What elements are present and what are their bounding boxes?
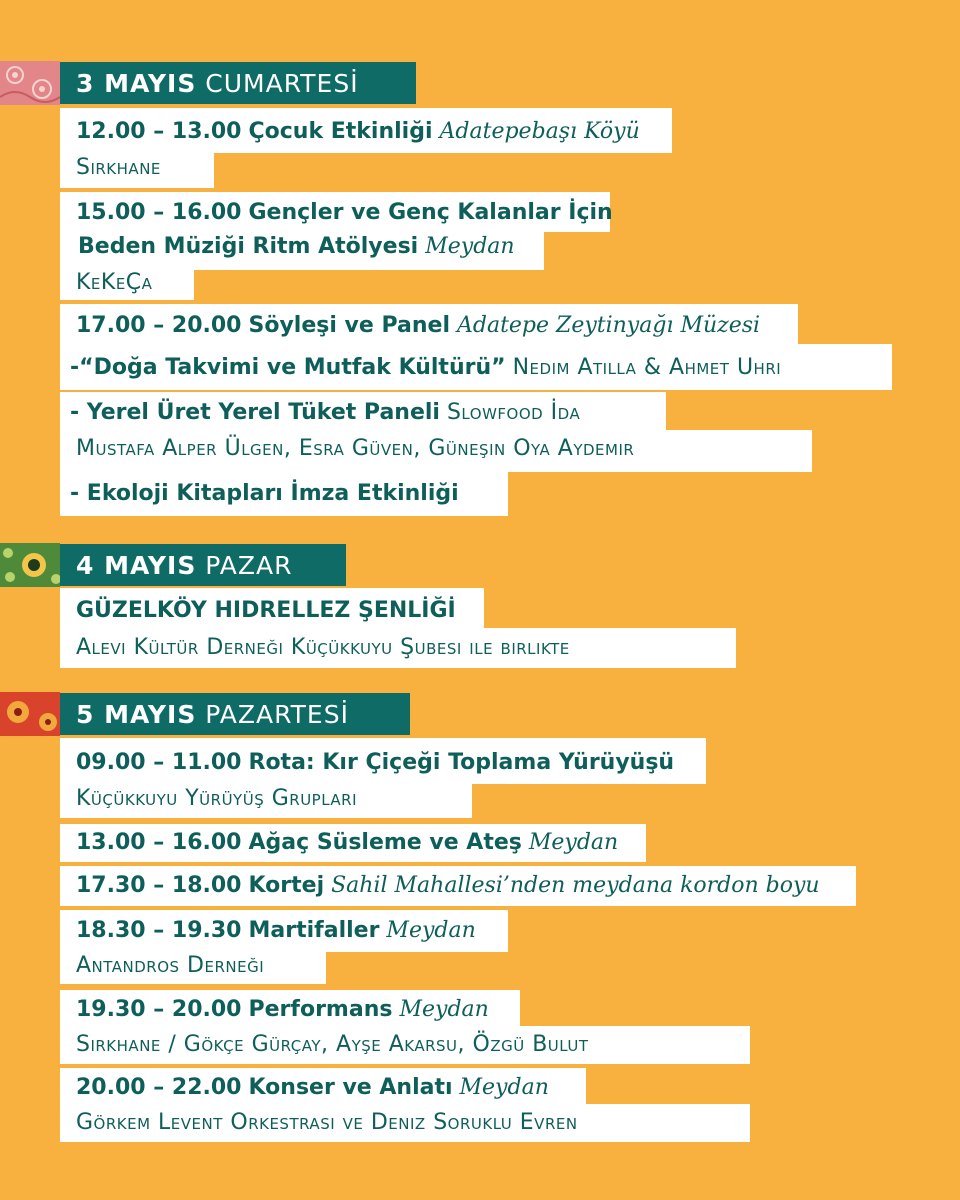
- event-time: 15.00 – 16.00: [76, 200, 242, 225]
- event-subline: [70, 353, 781, 383]
- pattern-swatch-day2: [0, 543, 60, 587]
- event-org: Alevi Kültür Derneği Küçükkuyu Şubesi ile birlikte: [76, 635, 570, 660]
- sub-title: -“Doğa Takvimi ve Mutfak Kültürü”: [70, 355, 506, 380]
- event-place: Meydan: [425, 234, 515, 259]
- sub-org: Nedim Atilla & Ahmet Uhri: [512, 355, 782, 380]
- event-title: Ağaç Süsleme ve Ateş: [248, 830, 522, 855]
- event-title: Rota: Kır Çiçeği Toplama Yürüyüşü: [248, 750, 675, 775]
- event-place: Adatepe Zeytinyağı Müzesi: [456, 313, 761, 338]
- pattern-swatch-day1: [0, 61, 60, 105]
- event-title: Martifaller: [248, 918, 380, 943]
- sub-title: - Ekoloji Kitapları İmza Etkinliği: [70, 481, 459, 506]
- event-line: [76, 871, 820, 901]
- event-time: 12.00 – 13.00: [76, 119, 242, 144]
- pattern-swatch-day3: [0, 692, 60, 736]
- event-time: 18.30 – 19.30: [76, 918, 242, 943]
- day-weekday: CUMARTESİ: [205, 69, 359, 98]
- event-time: 17.30 – 18.00: [76, 873, 242, 898]
- event-line: [76, 117, 640, 147]
- sub-title: - Yerel Üret Yerel Tüket Paneli: [70, 400, 440, 425]
- event-line: [76, 995, 489, 1025]
- event-title: Çocuk Etkinliği: [248, 119, 433, 144]
- event-title: Performans: [248, 997, 393, 1022]
- event-line: [76, 311, 760, 341]
- event-org: Antandros Derneği: [76, 953, 265, 978]
- event-line: [76, 916, 476, 946]
- event-title: Kortej: [248, 873, 325, 898]
- event-place: Meydan: [528, 830, 619, 855]
- event-title-cont: Beden Müziği Ritm Atölyesi: [78, 234, 419, 259]
- event-title: GÜZELKÖY HIDRELLEZ ŞENLİĞİ: [76, 598, 456, 623]
- sub-org: Slowfood İda: [446, 400, 581, 425]
- event-place: Meydan: [386, 918, 476, 943]
- day-header-2: [60, 544, 346, 586]
- day-header-1: [60, 62, 416, 104]
- day-date: 5 MAYIS: [76, 700, 197, 729]
- event-title: Konser ve Anlatı: [248, 1075, 453, 1100]
- event-org: Sirkhane: [76, 155, 161, 180]
- event-place: Meydan: [399, 997, 489, 1022]
- event-time: 17.00 – 20.00: [76, 313, 242, 338]
- event-line: [76, 1073, 549, 1103]
- event-line: [76, 198, 613, 228]
- event-place: Meydan: [459, 1075, 549, 1100]
- event-line-cont: [78, 232, 515, 262]
- event-title: Gençler ve Genç Kalanlar İçin: [248, 200, 613, 225]
- event-time: 20.00 – 22.00: [76, 1075, 242, 1100]
- day-header-3: [60, 693, 410, 735]
- event-subline: [70, 398, 580, 428]
- sub-people: Mustafa Alper Ülgen, Esra Güven, Güneşin Oya Aydemir: [76, 436, 635, 461]
- event-line: [76, 828, 618, 858]
- day-date: 3 MAYIS: [76, 69, 197, 98]
- event-title: Söyleşi ve Panel: [248, 313, 450, 338]
- event-line: [76, 748, 674, 778]
- event-org: Sirkhane / Gökçe Gürçay, Ayşe Akarsu, Özgü Bulut: [76, 1032, 589, 1057]
- event-org: KeKeÇa: [76, 270, 153, 295]
- event-time: 09.00 – 11.00: [76, 750, 242, 775]
- day-weekday: PAZAR: [205, 551, 293, 580]
- event-time: 19.30 – 20.00: [76, 997, 242, 1022]
- event-time: 13.00 – 16.00: [76, 830, 242, 855]
- event-place: Adatepebaşı Köyü: [439, 119, 640, 144]
- day-date: 4 MAYIS: [76, 551, 197, 580]
- event-org: Küçükkuyu Yürüyüş Grupları: [76, 786, 358, 811]
- event-place: Sahil Mahallesi’nden meydana kordon boyu: [331, 873, 820, 898]
- event-org: Görkem Levent Orkestrası ve Deniz Soruklu Evren: [76, 1110, 578, 1135]
- day-weekday: PAZARTESİ: [205, 700, 349, 729]
